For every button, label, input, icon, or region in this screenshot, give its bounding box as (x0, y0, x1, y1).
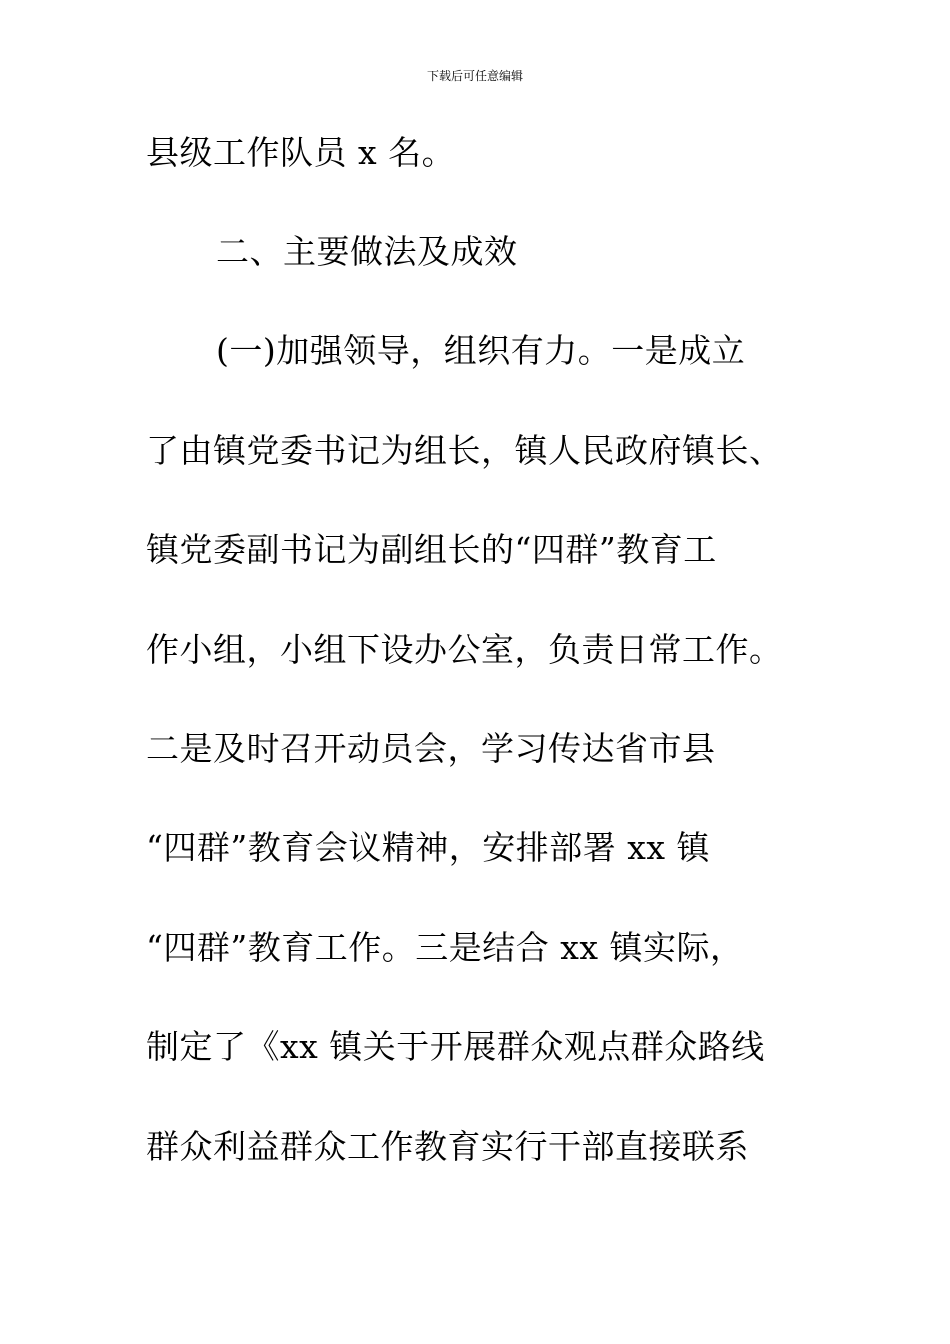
body-line-8: “四群”教育会议精神，安排部署 xx 镇 (146, 828, 710, 867)
page-header-note: 下载后可任意编辑 (426, 69, 523, 83)
body-line-9: “四群”教育工作。三是结合 xx 镇实际， (146, 928, 744, 967)
body-line-1: 县级工作队员 x 名。 (146, 133, 456, 172)
body-line-11: 群众利益群众工作教育实行干部直接联系 (146, 1127, 749, 1166)
body-line-6: 作小组，小组下设办公室，负责日常工作。 (146, 630, 783, 669)
body-line-10: 制定了《xx 镇关于开展群众观点群众路线 (146, 1027, 765, 1066)
body-line-5: 镇党委副书记为副组长的“四群”教育工 (146, 530, 717, 569)
subsection-paragraph-start: (一)加强领导，组织有力。一是成立 (216, 331, 746, 370)
body-line-7: 二是及时召开动员会，学习传达省市县 (146, 729, 716, 768)
body-line-4: 了由镇党委书记为组长，镇人民政府镇长、 (146, 431, 783, 470)
section-heading: 二、主要做法及成效 (216, 232, 518, 271)
